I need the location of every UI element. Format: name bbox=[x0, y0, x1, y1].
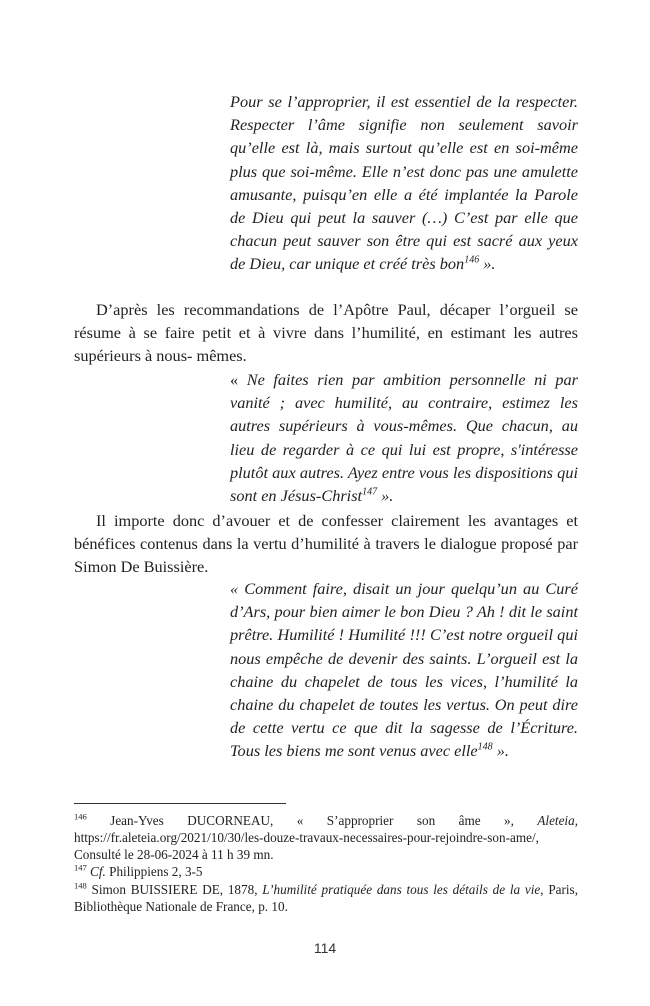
block-quote-2 bbox=[230, 368, 578, 507]
block-quote-3 bbox=[230, 577, 578, 763]
footnote-url-text[interactable]: , https://fr.aleteia.org/2021/10/30/les-douze-travaux-necessaires-pour-rejoindre-son-ame/, Consulté le 28-06-2024 à 11 h 39 mn. bbox=[74, 813, 578, 862]
footnote-ref-148[interactable]: 148 bbox=[477, 742, 493, 753]
footnote-147 bbox=[74, 863, 578, 880]
footnote-title: L’humilité pratiquée dans tous les détails de la vie bbox=[262, 882, 541, 897]
footnote-146 bbox=[74, 812, 578, 863]
footnote-ref-146[interactable]: 146 bbox=[464, 255, 480, 266]
footnote-ref-147[interactable]: 147 bbox=[362, 486, 378, 498]
quote-close: ». bbox=[492, 741, 509, 761]
footnote-148 bbox=[74, 881, 578, 915]
quote-close: ». bbox=[377, 486, 394, 506]
footnote-cf: Cf. bbox=[90, 864, 106, 879]
footnote-number: 147 bbox=[74, 862, 87, 873]
footnote-text: Jean-Yves DUCORNEAU, « S’approprier son âme », bbox=[86, 813, 538, 828]
footnote-number: 146 bbox=[74, 811, 87, 822]
quote-close: ». bbox=[479, 254, 496, 274]
footnote-text: Philippiens 2, 3-5 bbox=[105, 864, 203, 879]
quote-open: « bbox=[230, 370, 247, 389]
paragraph-2: Il importe donc d’avouer et de confesser clairement les avantages et bénéfices contenus dans la vertu d’humilité à travers le dialogue proposé par Simon De Buissière. bbox=[74, 511, 578, 577]
quote-text: Ne faites rien par ambition personnelle ni par vanité ; avec humilité, au contraire, estimez les autres supérieurs à vous-mêmes. Que chacun, au lieu de regarder à ce qui lui est propre, s'intéresse plutôt aux autres. Ayez entre vous les dispositions qui sont en Jésus-Christ bbox=[230, 370, 579, 506]
footnote-text: Simon BUISSIERE DE, 1878, bbox=[86, 882, 263, 897]
page-number: 114 bbox=[313, 940, 337, 956]
footnote-separator bbox=[74, 803, 286, 804]
footnote-text-end: , Paris, Bibliothèque Nationale de France, p. 10. bbox=[74, 882, 578, 914]
block-quote-1 bbox=[230, 90, 578, 276]
quote-text: Pour se l’approprier, il est essentiel de la respecter. Respecter l’âme signifie non seulement savoir qu’elle est là, mais surtout qu’elle est en soi-même plus que soi-même. Elle n’est donc pas une amulette amusante, puisqu’en elle a été implantée la Parole de Dieu qui peut la sauver (…) C’est par elle que chacun peut sauver son être qui est sacré aux yeux de Dieu, car unique et créé très bon bbox=[230, 92, 578, 274]
footnote-number: 148 bbox=[74, 880, 87, 891]
footnote-source: Aleteia bbox=[537, 813, 575, 828]
quote-text: « Comment faire, disait un jour quelqu’un au Curé d’Ars, pour bien aimer le bon Dieu ? Ah ! dit le saint prêtre. Humilité ! Humilité !!! C’est notre orgueil qui nous empêche de devenir des saints. L’orgueil est la chaine du chapelet de tous les vices, l’humilité la chaine du chapelet de toutes les vertus. On peut dire de cette vertu ce que dit la sagesse de l’Écriture. Tous les biens me sont venus avec elle bbox=[230, 579, 578, 761]
paragraph-1: D’après les recommandations de l’Apôtre Paul, décaper l’orgueil se résume à se faire petit et à vivre dans l’humilité, en estimant les autres supérieurs à nous- mêmes. bbox=[74, 300, 578, 366]
